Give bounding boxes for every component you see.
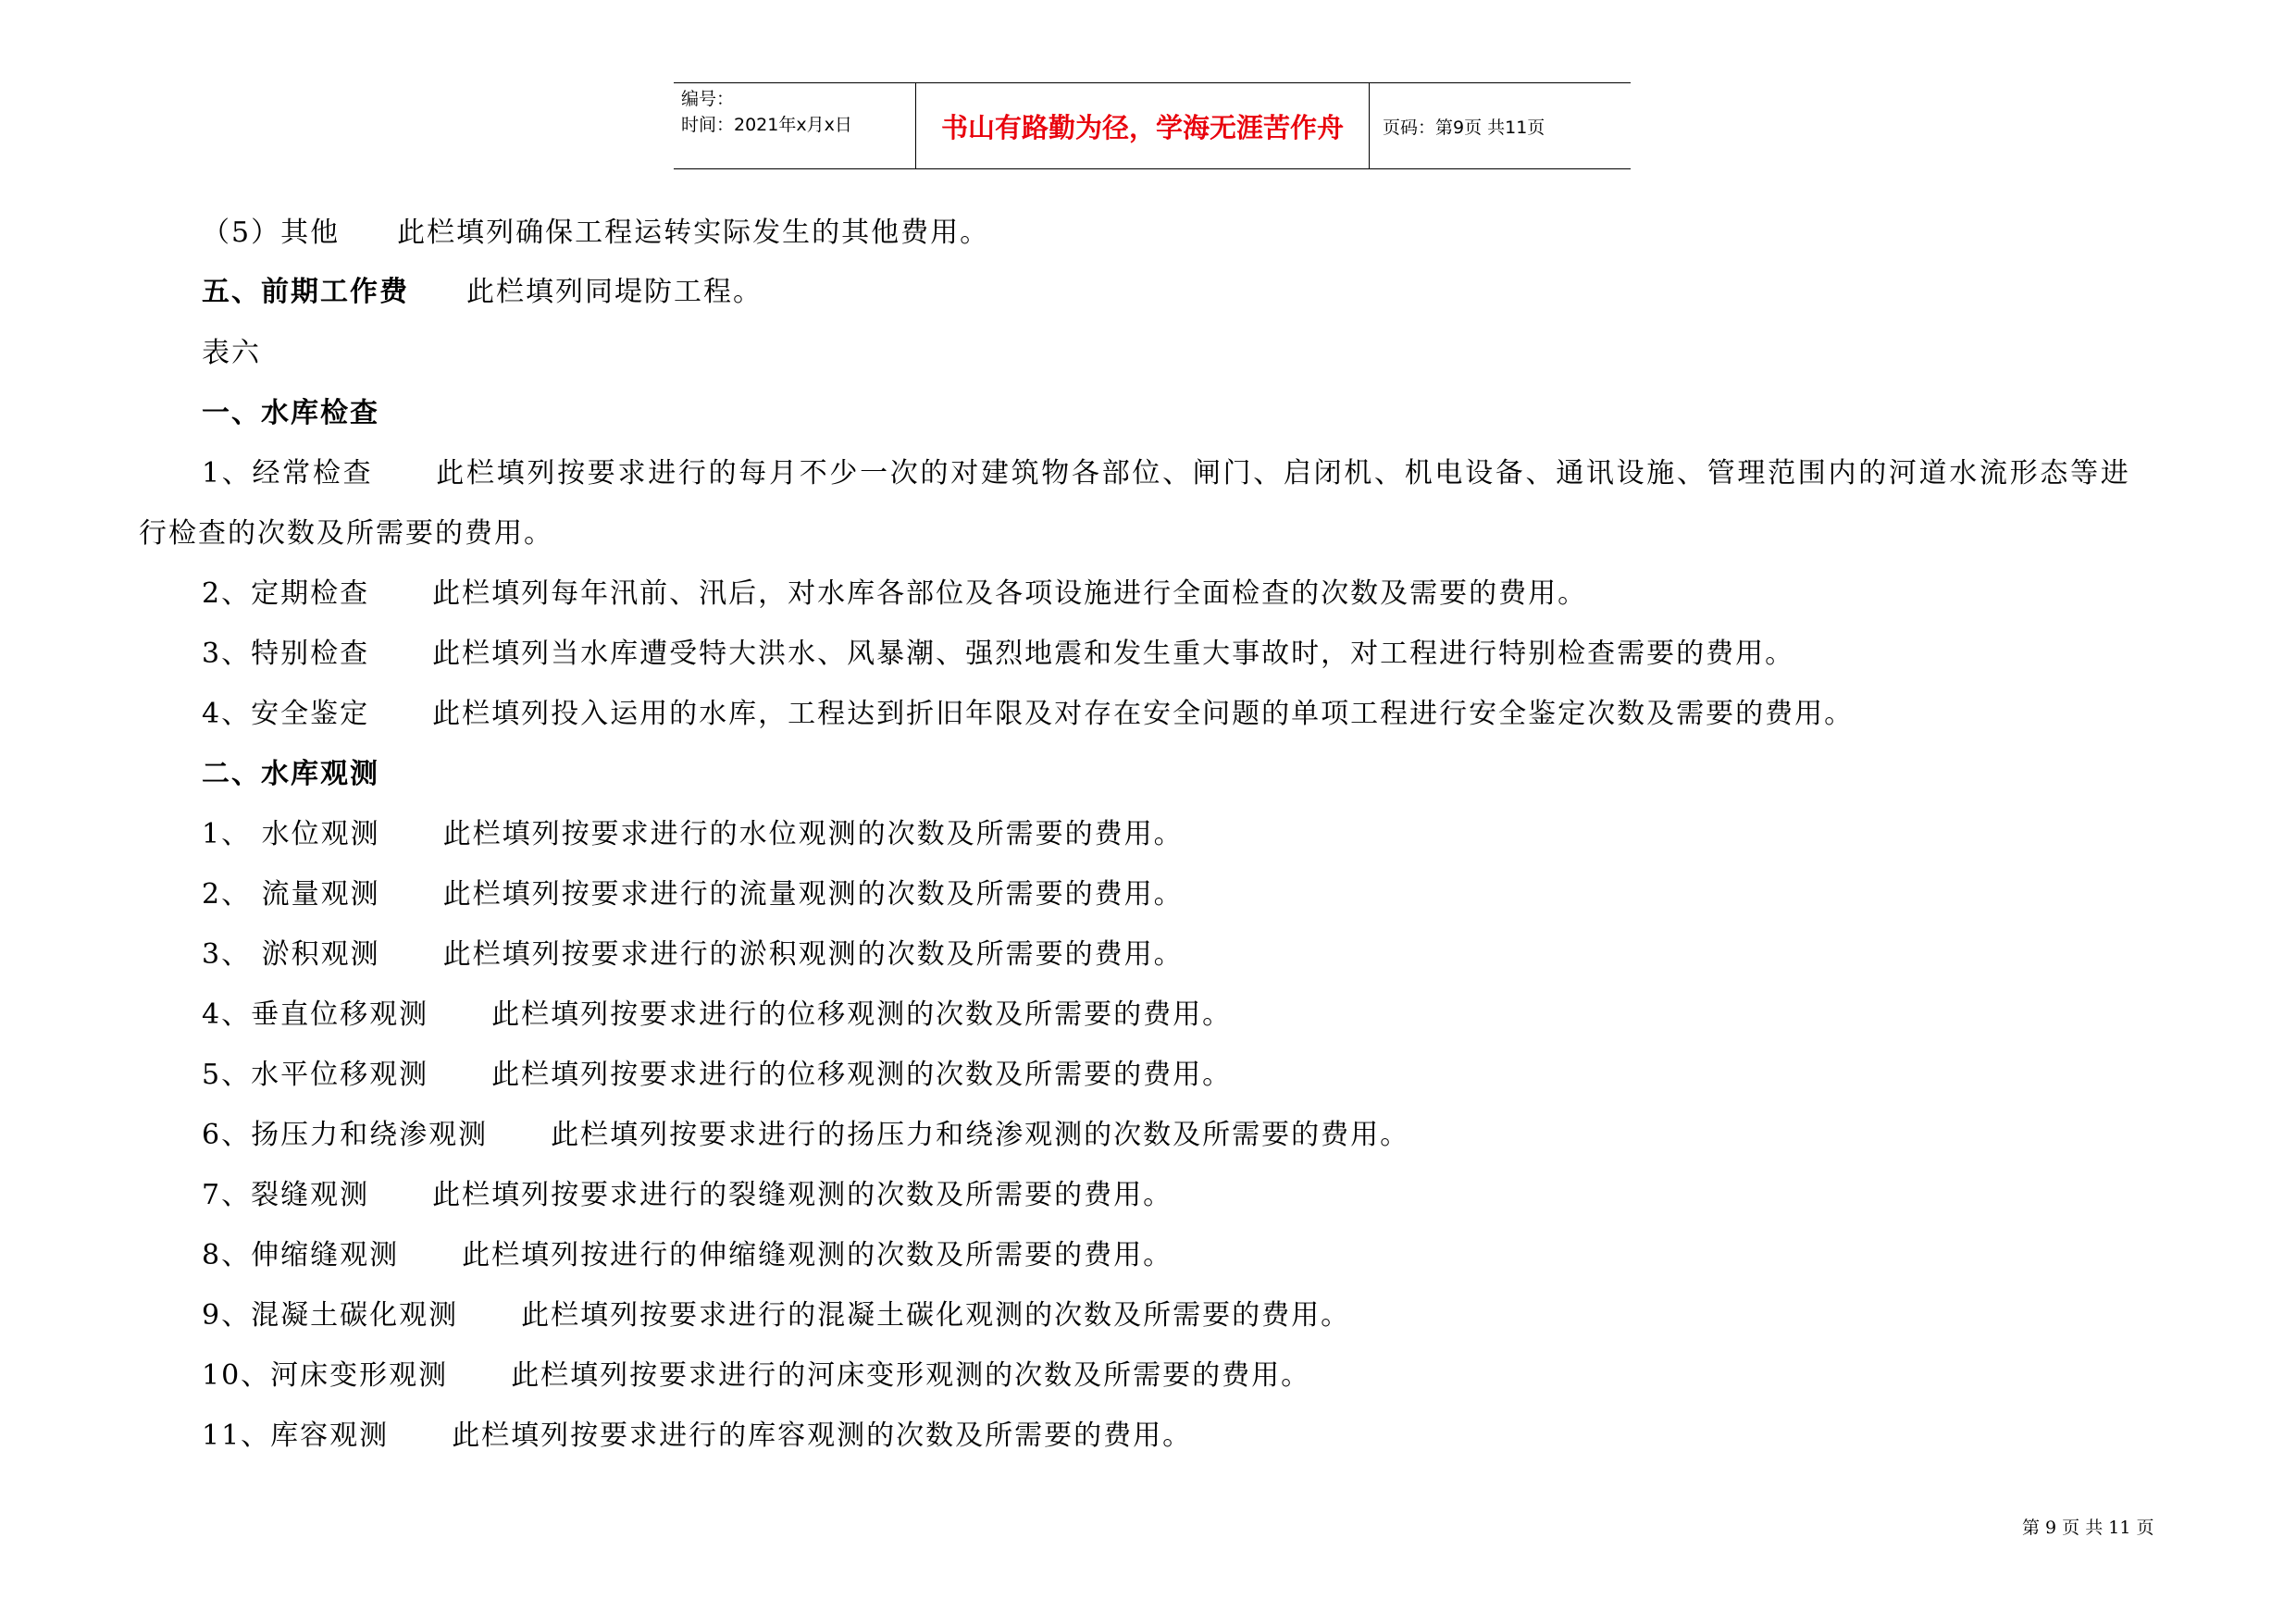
description: 此栏填列按要求进行的位移观测的次数及所需要的费用。 (491, 1059, 1233, 1091)
description: 此栏填列同堤防工程。 (466, 276, 763, 308)
term: （5）其他 (202, 217, 341, 249)
paragraph-carbonation (202, 1292, 1350, 1333)
term: 10、河床变形观测 (202, 1359, 449, 1392)
term: 表六 (202, 337, 261, 369)
section-heading: 一、水库检查 (202, 397, 379, 429)
term: 5、水平位移观测 (202, 1059, 429, 1091)
term: 4、垂直位移观测 (202, 998, 429, 1031)
term: 1、 水位观测 (202, 818, 380, 850)
paragraph-periodic-inspection (202, 570, 1587, 611)
description: 此栏填列投入运用的水库，工程达到折旧年限及对存在安全问题的单项工程进行安全鉴定次数及需要的费用。 (432, 698, 1855, 730)
paragraph-preliminary-work (202, 268, 763, 309)
paragraph-safety-appraisal (202, 690, 1854, 731)
description: 此栏填列确保工程运转实际发生的其他费用。 (397, 217, 990, 249)
paragraph-flow (202, 871, 1184, 911)
heading-reservoir-observation (202, 750, 379, 791)
description: 此栏填列按要求进行的每月不少一次的对建筑物各部位、闸门、启闭机、机电设备、通讯设施、管理范围内的河道水流形态等进 (436, 457, 2131, 490)
page-label: 页码：第9页 共11页 (1383, 117, 1545, 138)
paragraph-routine-inspection (202, 450, 2131, 490)
term: 2、定期检查 (202, 577, 370, 610)
description: 此栏填列按要求进行的库容观测的次数及所需要的费用。 (452, 1419, 1193, 1452)
description: 此栏填列按进行的伸缩缝观测的次数及所需要的费用。 (462, 1239, 1173, 1271)
description: 此栏填列每年汛前、汛后，对水库各部位及各项设施进行全面检查的次数及需要的费用。 (432, 577, 1588, 610)
paragraph-expansion-joint (202, 1232, 1173, 1272)
term: 4、安全鉴定 (202, 698, 370, 730)
term: 2、 流量观测 (202, 878, 380, 911)
motto: 书山有路勤为径，学海无涯苦作舟 (916, 83, 1370, 168)
description-continued: 行检查的次数及所需要的费用。 (139, 517, 553, 550)
header-info-cell (674, 83, 916, 168)
term: 7、裂缝观测 (202, 1179, 370, 1211)
document-header (674, 82, 1631, 169)
heading-reservoir-inspection (202, 390, 379, 430)
paragraph-storage-capacity (202, 1412, 1192, 1453)
term: 3、 淤积观测 (202, 938, 380, 971)
table-title (202, 329, 261, 370)
description: 此栏填列当水库遭受特大洪水、风暴潮、强烈地震和发生重大事故时，对工程进行特别检查需要的费用。 (432, 638, 1795, 670)
paragraph-other (202, 209, 989, 250)
page-footer: 第 9 页 共 11 页 (2022, 1518, 2154, 1538)
description: 此栏填列按要求进行的扬压力和绕渗观测的次数及所需要的费用。 (551, 1119, 1410, 1151)
time-label: 时间：2021年x月x日 (681, 115, 852, 135)
term: 6、扬压力和绕渗观测 (202, 1119, 489, 1151)
term: 11、库容观测 (202, 1419, 390, 1452)
description: 此栏填列按要求进行的位移观测的次数及所需要的费用。 (491, 998, 1233, 1031)
paragraph-uplift-seepage (202, 1111, 1409, 1152)
term: 8、伸缩缝观测 (202, 1239, 400, 1271)
section-heading: 二、水库观测 (202, 758, 379, 790)
description: 此栏填列按要求进行的淤积观测的次数及所需要的费用。 (442, 938, 1184, 971)
paragraph-sedimentation (202, 931, 1184, 972)
paragraph-special-inspection (202, 630, 1794, 671)
term: 9、混凝土碳化观测 (202, 1299, 459, 1332)
section-heading: 五、前期工作费 (202, 276, 409, 308)
term: 1、经常检查 (202, 457, 374, 490)
paragraph-vertical-displacement (202, 991, 1232, 1032)
term: 3、特别检查 (202, 638, 370, 670)
description: 此栏填列按要求进行的水位观测的次数及所需要的费用。 (442, 818, 1184, 850)
description: 此栏填列按要求进行的混凝土碳化观测的次数及所需要的费用。 (521, 1299, 1351, 1332)
description: 此栏填列按要求进行的裂缝观测的次数及所需要的费用。 (432, 1179, 1173, 1211)
description: 此栏填列按要求进行的河床变形观测的次数及所需要的费用。 (511, 1359, 1311, 1392)
number-label: 编号： (681, 89, 735, 109)
description: 此栏填列按要求进行的流量观测的次数及所需要的费用。 (442, 878, 1184, 911)
paragraph-routine-inspection-cont (139, 510, 553, 551)
paragraph-water-level (202, 811, 1184, 851)
paragraph-crack (202, 1172, 1173, 1212)
paragraph-horizontal-displacement (202, 1051, 1232, 1092)
paragraph-riverbed-deformation (202, 1352, 1310, 1393)
